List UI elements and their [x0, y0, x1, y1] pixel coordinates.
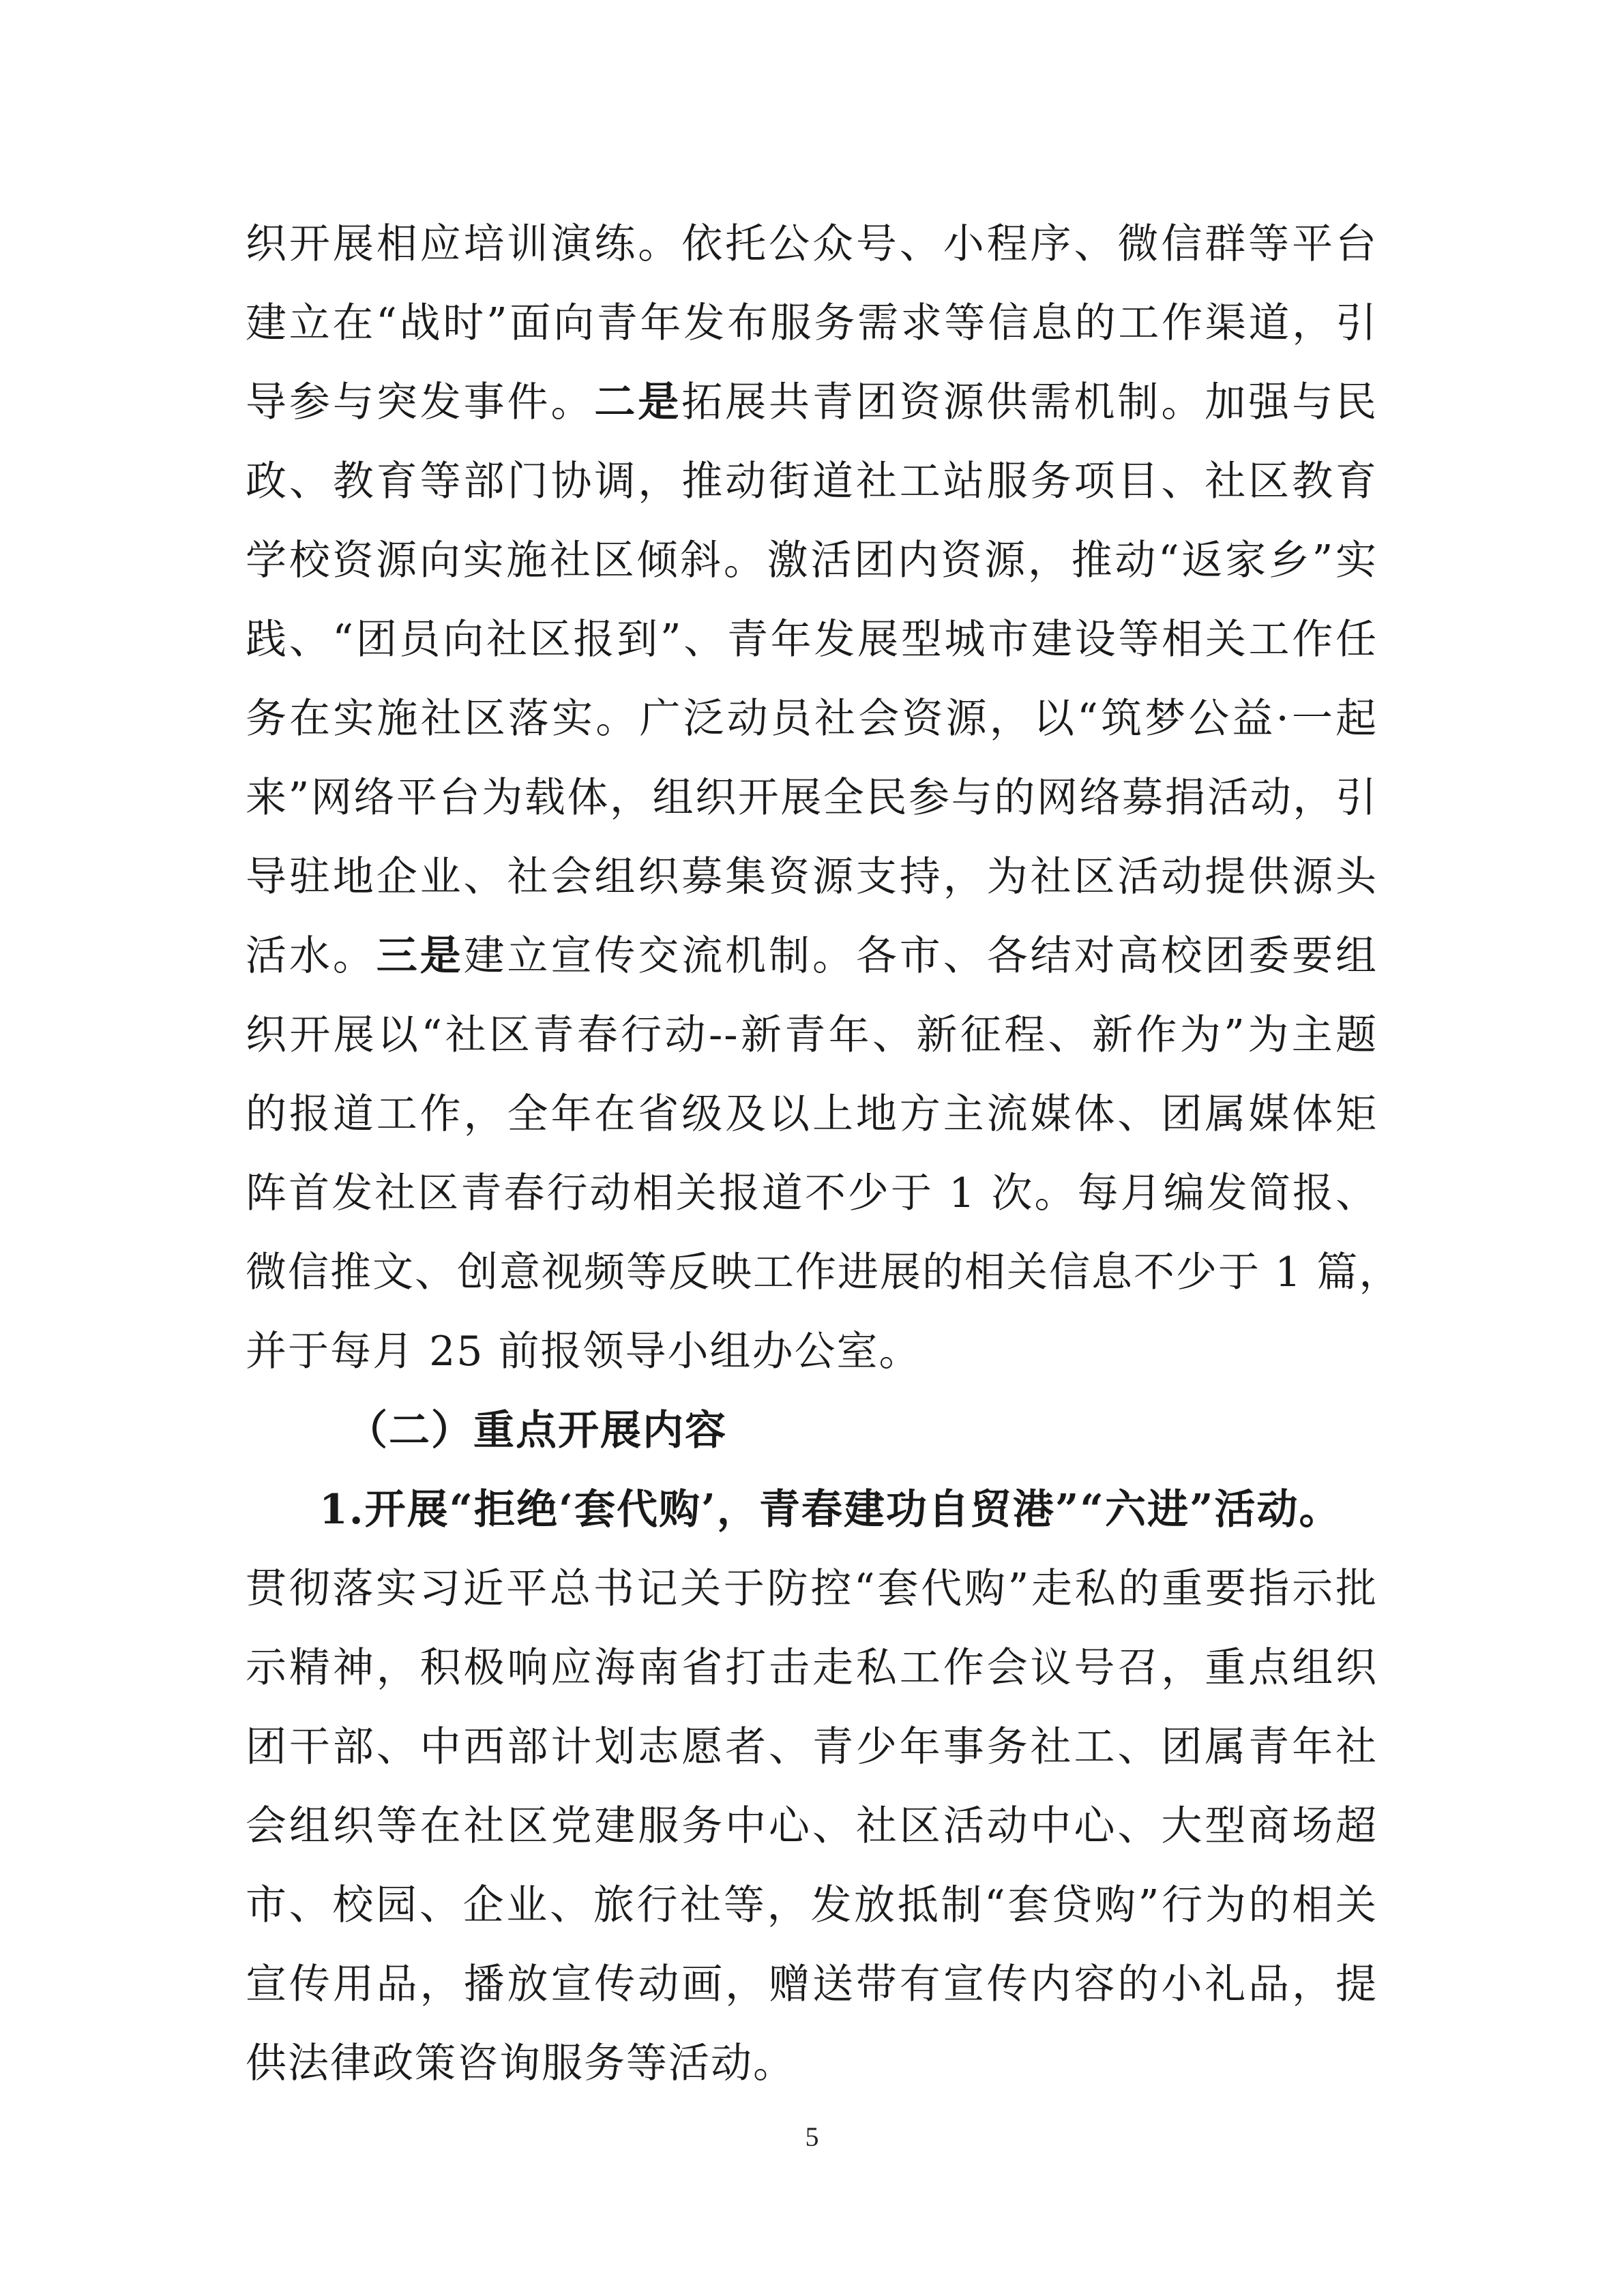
text-line — [246, 1708, 1378, 1787]
text-line — [246, 1312, 1378, 1391]
text-line — [246, 1945, 1378, 2024]
text-run: 导驻地企业、社会组织募集资源支持，为社区活动提供源头 — [246, 853, 1378, 901]
text-run: 阵首发社区青春行动相关报道不少于 1 次。每月编发简报、 — [246, 1169, 1378, 1217]
text-line — [246, 758, 1378, 837]
text-run: 织开展相应培训演练。依托公众号、小程序、微信群等平台 — [246, 220, 1378, 268]
text-run: 导参与突发事件。 — [246, 378, 595, 426]
text-run: 建立在“战时”面向青年发布服务需求等信息的工作渠道，引 — [246, 299, 1378, 347]
text-run: 践、“团员向社区报到”、青年发展型城市建设等相关工作任 — [246, 616, 1378, 664]
text-line — [246, 2024, 1378, 2103]
text-line — [246, 679, 1378, 758]
text-run: 示精神，积极响应海南省打击走私工作会议号召，重点组织 — [246, 1644, 1378, 1692]
text-run: 拓展共青团资源供需机制。加强与民 — [681, 378, 1378, 426]
text-line — [246, 1549, 1378, 1628]
text-line — [246, 363, 1378, 442]
text-line — [246, 284, 1378, 363]
paragraph-2 — [246, 1549, 1378, 2103]
text-line — [246, 1787, 1378, 1866]
text-line — [246, 442, 1378, 521]
text-run: 供法律政策咨询服务等活动。 — [246, 2040, 795, 2087]
section-heading: （二）重点开展内容 — [346, 1407, 727, 1455]
paragraph-1 — [246, 205, 1402, 1391]
text-line — [246, 996, 1378, 1075]
item-1-heading: 1.开展“拒绝‘套代购’，青春建功自贸港”“六进”活动。 — [319, 1486, 1342, 1534]
text-run: 市、校园、企业、旅行社等，发放抵制“套贷购”行为的相关 — [246, 1881, 1378, 1929]
body-text — [246, 205, 1402, 2103]
text-line — [246, 837, 1378, 916]
text-line — [246, 1628, 1378, 1708]
text-run: 贯彻落实习近平总书记关于防控“套代购”走私的重要指示批 — [246, 1565, 1378, 1613]
text-line — [246, 205, 1378, 284]
text-run: 团干部、中西部计划志愿者、青少年事务社工、团属青年社 — [246, 1723, 1378, 1771]
text-run: 的报道工作，全年在省级及以上地方主流媒体、团属媒体矩 — [246, 1090, 1378, 1138]
text-line — [246, 521, 1378, 600]
text-line — [246, 916, 1378, 996]
text-run: 并于每月 25 前报领导小组办公室。 — [246, 1328, 921, 1375]
text-run: 会组织等在社区党建服务中心、社区活动中心、大型商场超 — [246, 1802, 1378, 1850]
page-number: 5 — [805, 2121, 819, 2152]
text-run: 活水。 — [246, 932, 377, 980]
text-line — [246, 1075, 1378, 1154]
text-run: 学校资源向实施社区倾斜。激活团内资源，推动“返家乡”实 — [246, 537, 1378, 584]
bold-text-run: 二是 — [594, 378, 682, 426]
text-line — [246, 1233, 1402, 1312]
text-line — [246, 600, 1378, 679]
text-run: 微信推文、创意视频等反映工作进展的相关信息不少于 1 篇， — [246, 1249, 1402, 1296]
text-run: 织开展以“社区青春行动--新青年、新征程、新作为”为主题 — [246, 1011, 1378, 1059]
text-run: 政、教育等部门协调，推动街道社工站服务项目、社区教育 — [246, 458, 1378, 505]
text-run: 来”网络平台为载体，组织开展全民参与的网络募捐活动，引 — [246, 774, 1378, 822]
text-line — [246, 1866, 1378, 1945]
text-run: 宣传用品，播放宣传动画，赠送带有宣传内容的小礼品，提 — [246, 1960, 1378, 2008]
text-line — [246, 1154, 1378, 1233]
text-run: 建立宣传交流机制。各市、各结对高校团委要组 — [463, 932, 1378, 980]
bold-text-run: 三是 — [376, 932, 464, 980]
text-run: 务在实施社区落实。广泛动员社会资源，以“筑梦公益·一起 — [246, 695, 1378, 743]
